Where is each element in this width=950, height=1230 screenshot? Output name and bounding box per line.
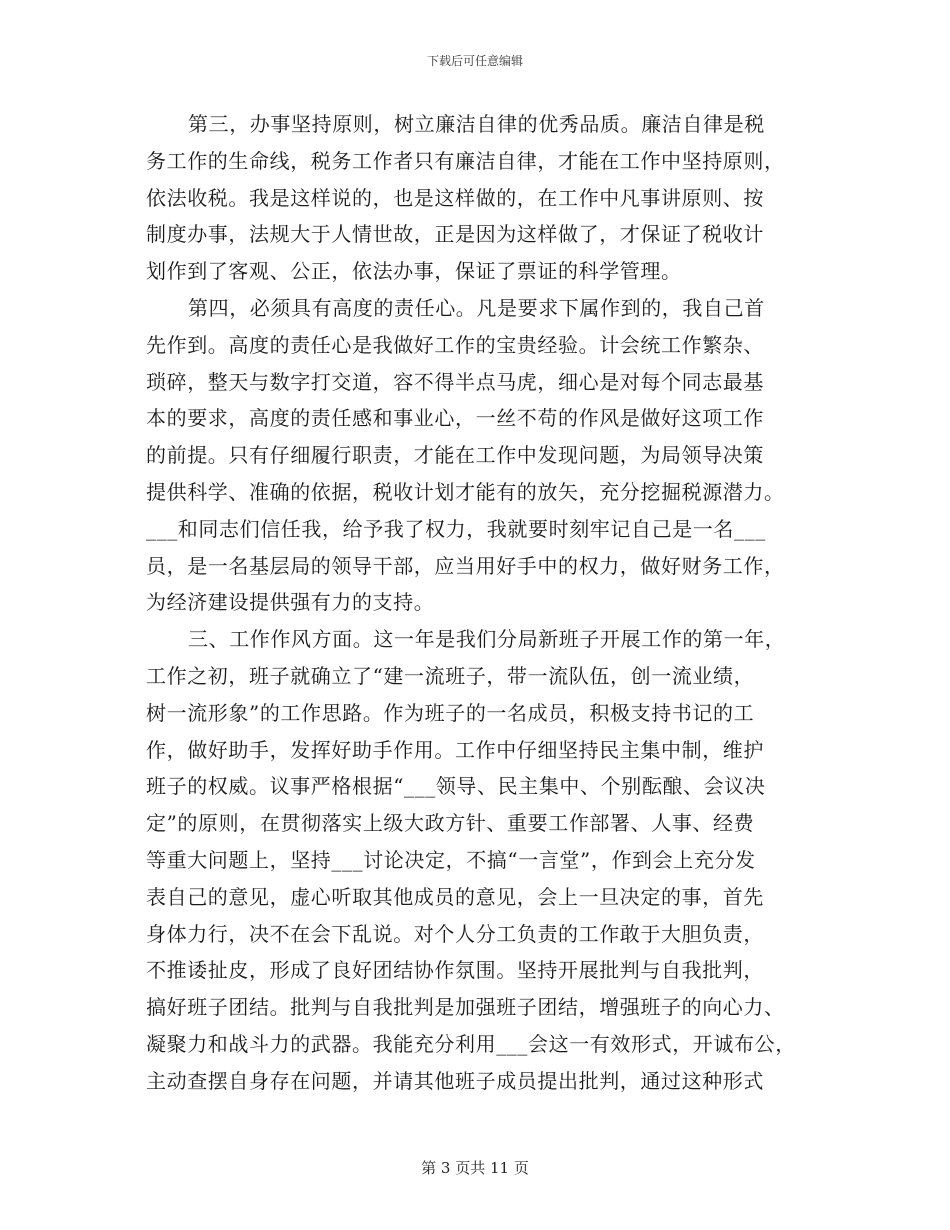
text-line: 表自己的意见，虚心听取其他成员的意见，会上一旦决定的事，首先: [146, 884, 764, 909]
text-line: 为经济建设提供强有力的支持。: [146, 590, 435, 615]
text-line: 的前提。只有仔细履行职责，才能在工作中发现问题，为局领导决策: [146, 443, 764, 468]
text-line: 搞好班子团结。批判与自我批判是加强班子团结，增强班子的向心力、: [146, 995, 785, 1020]
text-line: 三、工作作风方面。这一年是我们分局新班子开展工作的第一年，: [188, 627, 786, 652]
text-line: 班子的权威。议事严格根据“___领导、民主集中、个别酝酿、会议决: [146, 774, 766, 799]
document-body: [146, 106, 806, 1100]
text-line: 工作之初，班子就确立了“建一流班子，带一流队伍，创一流业绩，: [146, 663, 755, 688]
text-line: 依法收税。我是这样说的，也是这样做的，在工作中凡事讲原则、按: [146, 185, 764, 210]
text-line: 第三，办事坚持原则，树立廉洁自律的优秀品质。廉洁自律是税: [188, 112, 765, 136]
text-line: 划作到了客观、公正，依法办事，保证了票证的科学管理。: [146, 259, 682, 284]
text-line: 员，是一名基层局的领导干部，应当用好手中的权力，做好财务工作，: [146, 553, 785, 578]
text-line: 提供科学、准确的依据，税收计划才能有的放矢，充分挖掘税源潜力。: [146, 479, 785, 504]
text-line: ___和同志们信任我，给予我了权力，我就要时刻牢记自己是一名___: [146, 516, 766, 541]
text-line: 不推诿扯皮，形成了良好团结协作氛围。坚持开展批判与自我批判，: [146, 958, 764, 983]
text-line: 作，做好助手，发挥好助手作用。工作中仔细坚持民主集中制，维护: [146, 737, 764, 762]
page-number-footer: 第 3 页共 11 页: [421, 1159, 529, 1177]
text-line: 先作到。高度的责任心是我做好工作的宝贵经验。计会统工作繁杂、: [146, 332, 764, 357]
text-line: 主动查摆自身存在问题，并请其他班子成员提出批判，通过这种形式: [146, 1068, 764, 1093]
text-line: 树一流形象”的工作思路。作为班子的一名成员，积极支持书记的工: [146, 700, 755, 725]
text-line: 琐碎，整天与数字打交道，容不得半点马虎，细心是对每个同志最基: [146, 369, 764, 394]
page-header-note: 下载后可任意编辑: [426, 54, 523, 68]
text-line: 务工作的生命线，税务工作者只有廉洁自律，才能在工作中坚持原则，: [146, 148, 785, 173]
text-line: 凝聚力和战斗力的武器。我能充分利用___会这一有效形式，开诚布公，: [146, 1031, 796, 1056]
text-line: 制度办事，法规大于人情世故，正是因为这样做了，才保证了税收计: [146, 222, 764, 247]
text-line: 定”的原则，在贯彻落实上级大政方针、重要工作部署、人事、经费: [146, 811, 755, 836]
text-line: 第四，必须具有高度的责任心。凡是要求下属作到的，我自己首: [188, 295, 765, 320]
text-line: 本的要求，高度的责任感和事业心，一丝不苟的作风是做好这项工作: [146, 406, 764, 431]
text-line: 身体力行，决不在会下乱说。对个人分工负责的工作敢于大胆负责，: [146, 921, 764, 946]
text-line: 等重大问题上，坚持___讨论决定，不搞“一言堂”，作到会上充分发: [146, 847, 756, 872]
